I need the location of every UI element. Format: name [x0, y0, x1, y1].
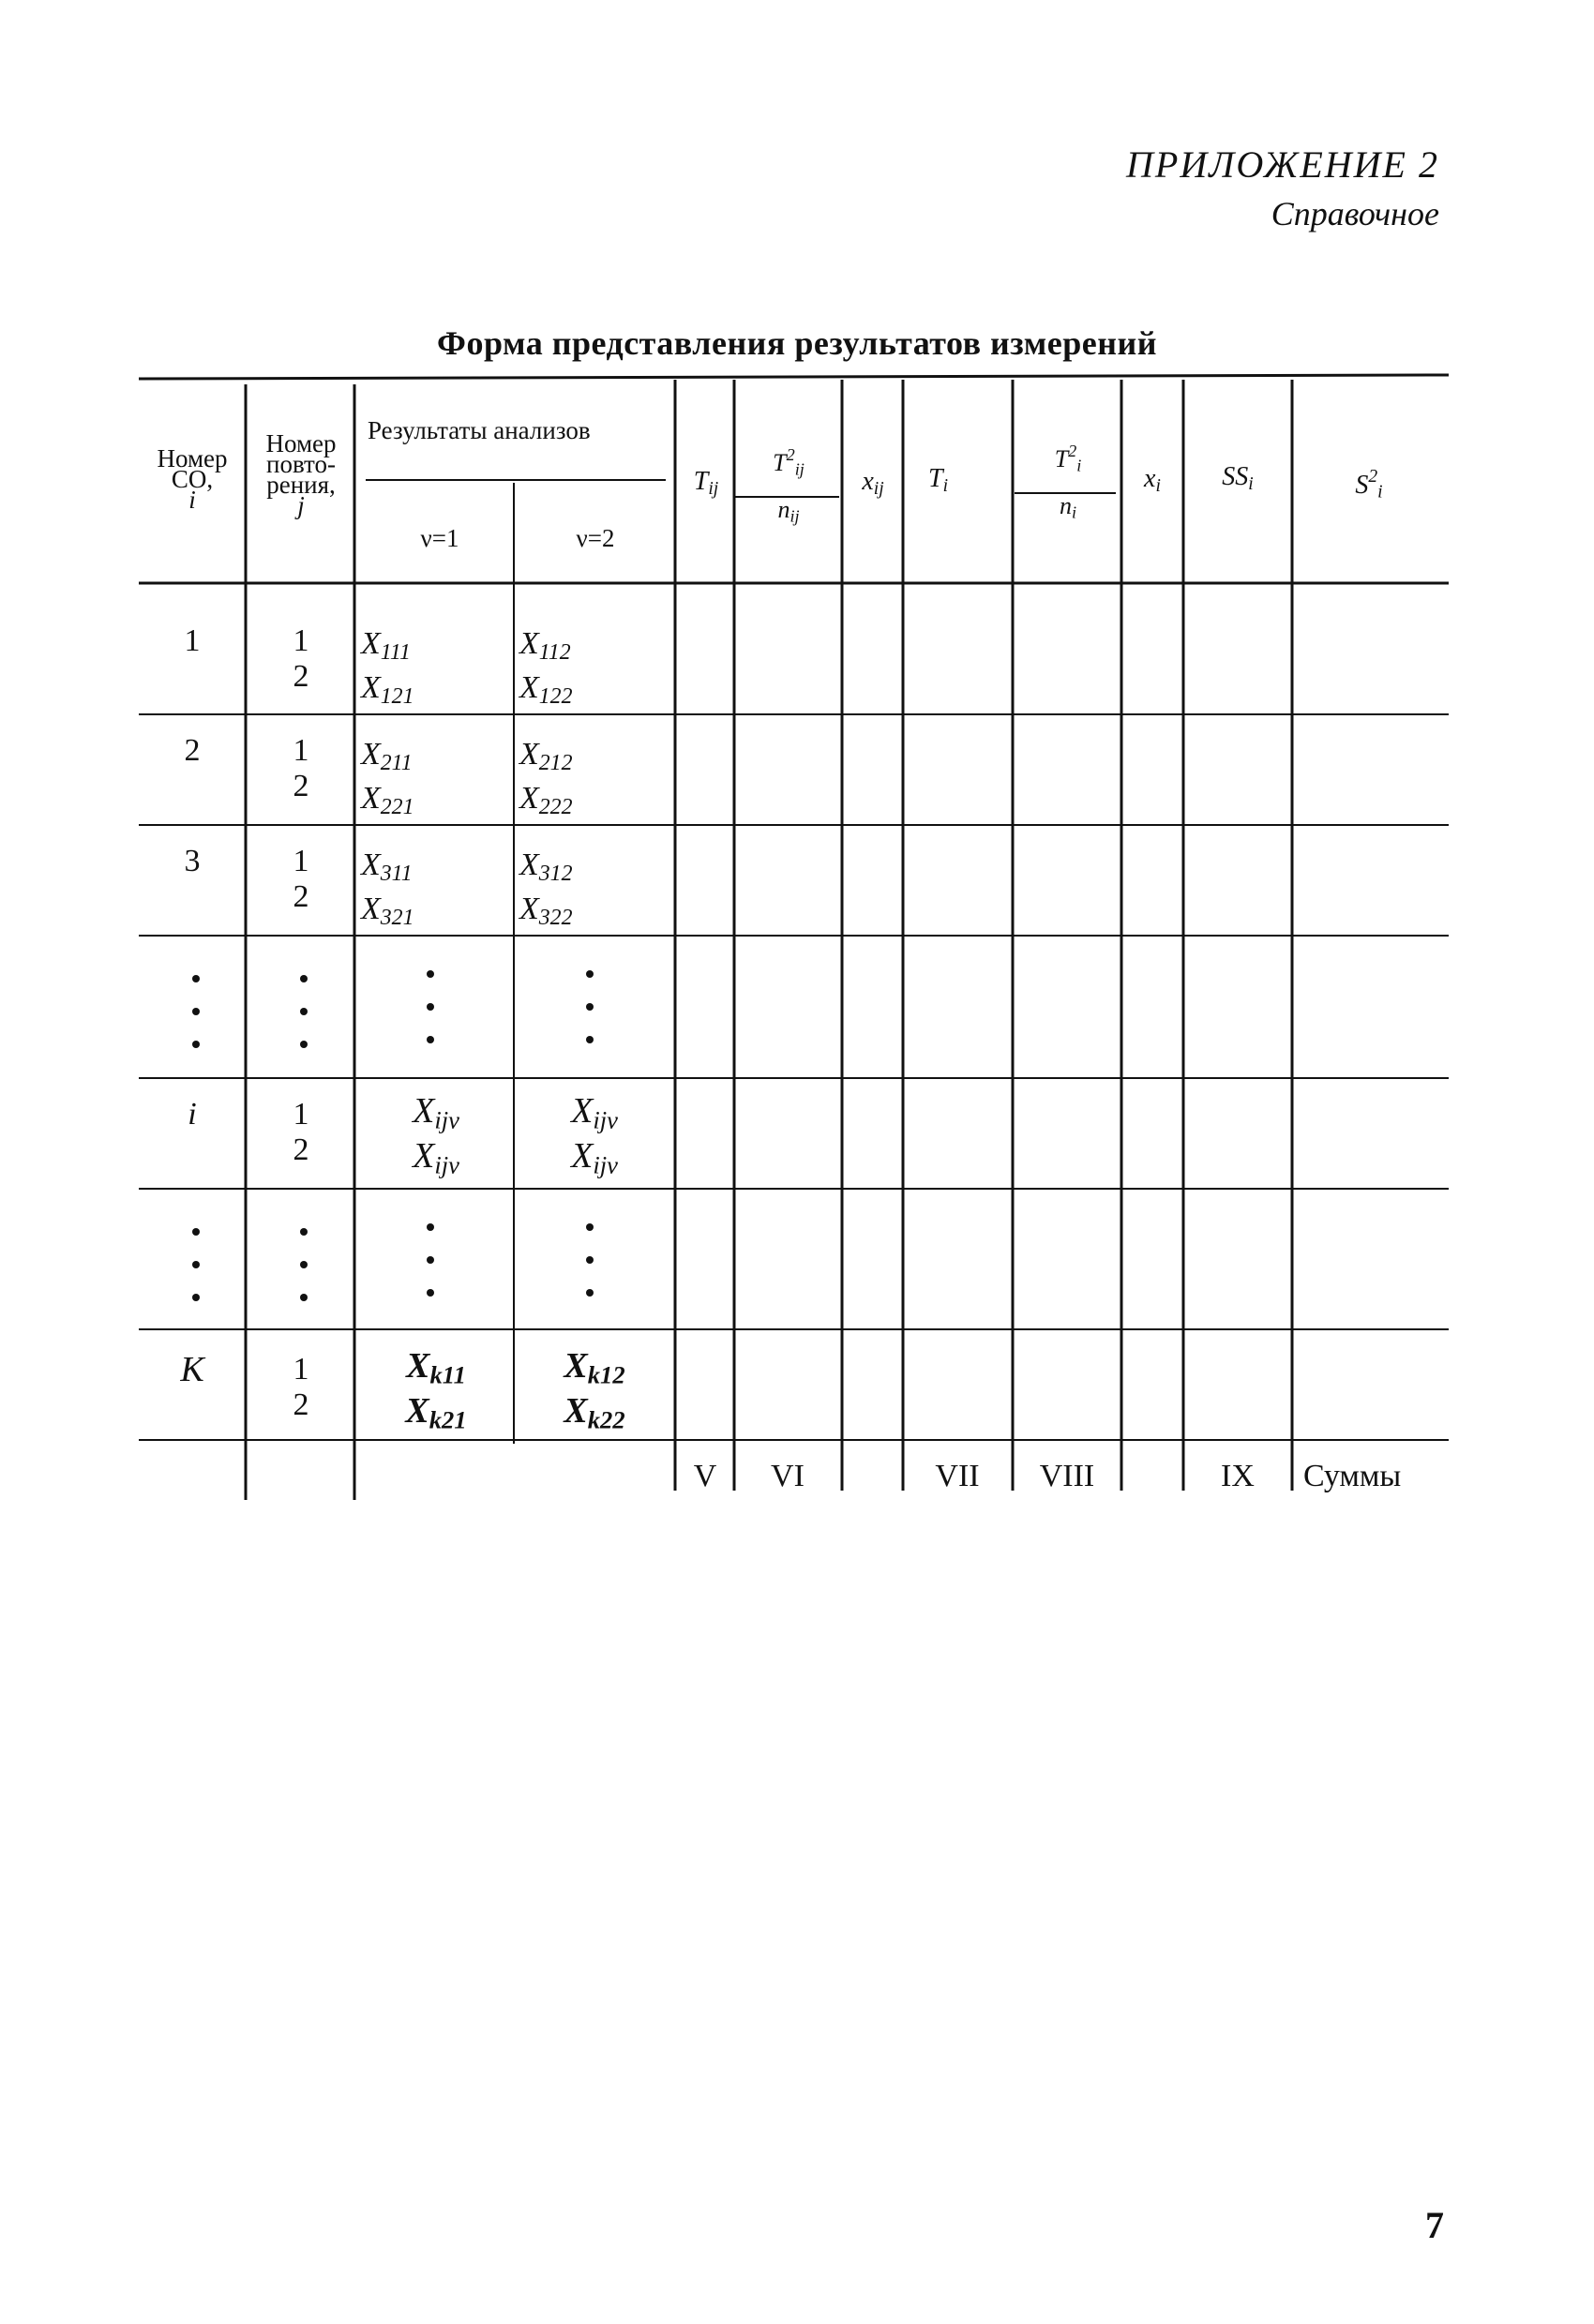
row-1-v1: $X_{111}$ $X_{121}$	[361, 626, 414, 709]
table-title: Форма представления результатов измерений	[437, 324, 1157, 362]
header-xi: $x_i$	[1144, 464, 1161, 496]
row-i-v1: $X_{ijv}$ $X_{ijv}$	[413, 1091, 459, 1179]
row-k-i: K	[180, 1350, 204, 1389]
header-results: Результаты анализов	[368, 416, 591, 444]
footer-sums: Суммы	[1303, 1459, 1402, 1493]
row-3-i: 3	[184, 844, 201, 878]
header-v1: ν=1	[420, 524, 459, 552]
header-ssi: $SS_i$	[1222, 462, 1254, 494]
row-2-v1: $X_{211}$ $X_{221}$	[361, 737, 414, 819]
page-number: 7	[1425, 2204, 1444, 2246]
row-3-v2: $X_{312}$ $X_{322}$	[519, 847, 573, 930]
header-xij: $x_{ij}$	[862, 467, 884, 499]
footer-vi: VI	[771, 1459, 805, 1493]
header-repeat-number: Номер повто- рения, j	[265, 429, 337, 519]
header-v2: ν=2	[576, 524, 615, 552]
header-co-number: Номер СО, i	[157, 444, 228, 514]
header-tij2-over-nij: $T^2_{ij}$ $n_{ij}$	[773, 445, 805, 526]
row-2-i: 2	[184, 733, 201, 768]
row-i-i: i	[188, 1097, 197, 1132]
row-k-j: 1 2	[293, 1352, 309, 1422]
header-tij: $T_{ij}$	[693, 467, 719, 499]
row-1-i: 1	[184, 623, 201, 658]
footer-v: V	[693, 1459, 717, 1493]
row-1-j: 1 2	[293, 623, 309, 694]
row-3-v1: $X_{311}$ $X_{321}$	[361, 847, 414, 930]
row-2-j: 1 2	[293, 733, 309, 803]
row-2-v2: $X_{212}$ $X_{222}$	[519, 737, 573, 819]
footer-vii: VII	[935, 1459, 980, 1493]
row-i-j: 1 2	[293, 1097, 309, 1167]
header-si2: $S^2_i$	[1355, 467, 1383, 502]
appendix-type: Справочное	[1271, 195, 1439, 232]
footer-viii: VIII	[1039, 1459, 1095, 1493]
row-k-v2: $X_{k12}$ $X_{k22}$	[564, 1346, 625, 1434]
row-i-v2: $X_{ijv}$ $X_{ijv}$	[571, 1091, 618, 1179]
footer-ix: IX	[1221, 1459, 1255, 1493]
row-3-j: 1 2	[293, 844, 309, 914]
appendix-number: ПРИЛОЖЕНИЕ 2	[1126, 143, 1439, 186]
header-ti2-over-ni: $T^2_i$ $n_i$	[1054, 442, 1082, 522]
row-1-v2: $X_{112}$ $X_{122}$	[519, 626, 573, 709]
header-ti: $T_i$	[928, 464, 949, 496]
row-k-v1: $X_{k11}$ $X_{k21}$	[405, 1346, 467, 1434]
